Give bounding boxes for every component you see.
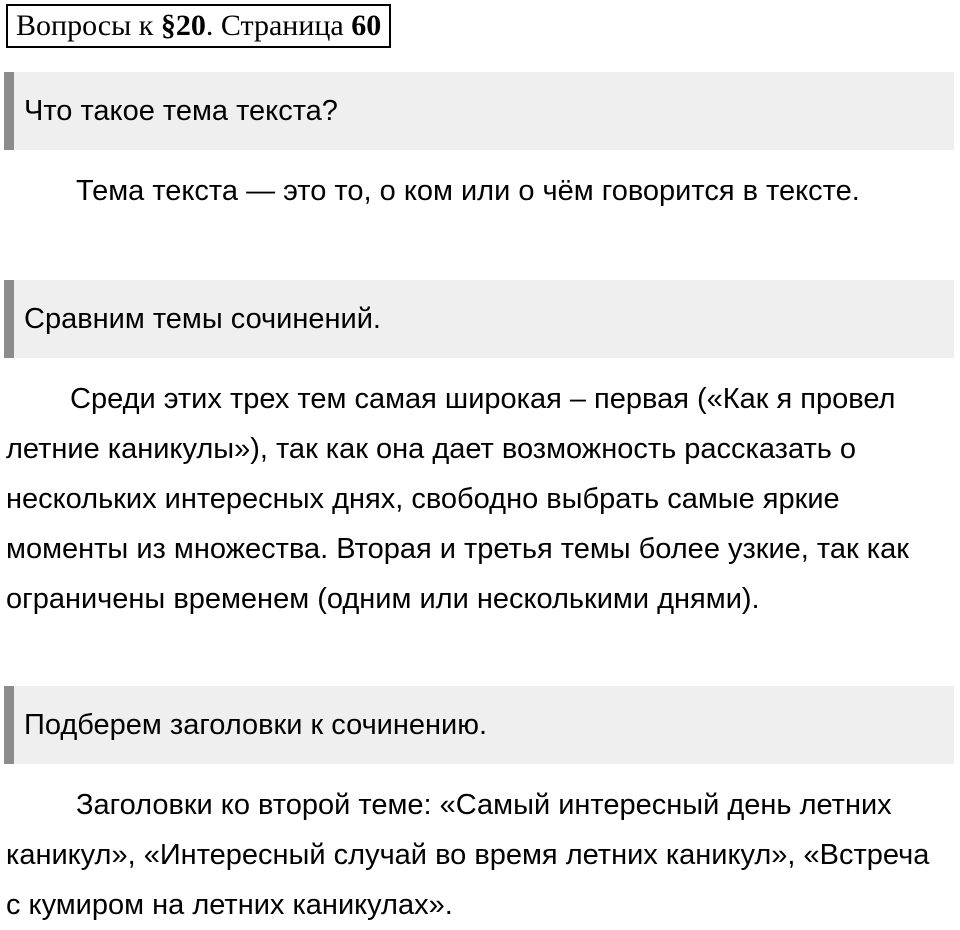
answer-2: Среди этих трех тем самая широкая – первая («Как я провел летние каникулы»), так как она дает возможность рассказать о нескольких интересных днях, свободно выбрать самые яркие моменты из множества. Вторая и третья темы более узкие, так как ограничены временем (одним или несколькими днями). [6,383,909,615]
title-page-word: Страница [220,9,344,42]
page-title [6,4,391,48]
question-3: Подберем заголовки к сочинению. [4,686,954,764]
title-section: §20 [160,9,206,42]
title-prefix: Вопросы к [16,9,154,42]
question-1: Что такое тема текста? [4,72,954,150]
title-separator: . [205,9,214,42]
answer-1: Тема текста — это то, о ком или о чём говорится в тексте. [76,175,860,207]
question-2: Сравним темы сочинений. [4,280,954,358]
answer-3: Заголовки ко второй теме: «Самый интересный день летних каникул», «Интересный случай во время летних каникул», «Встреча с кумиром на летних каникулах». [6,789,930,921]
title-page-number: 60 [351,9,382,42]
